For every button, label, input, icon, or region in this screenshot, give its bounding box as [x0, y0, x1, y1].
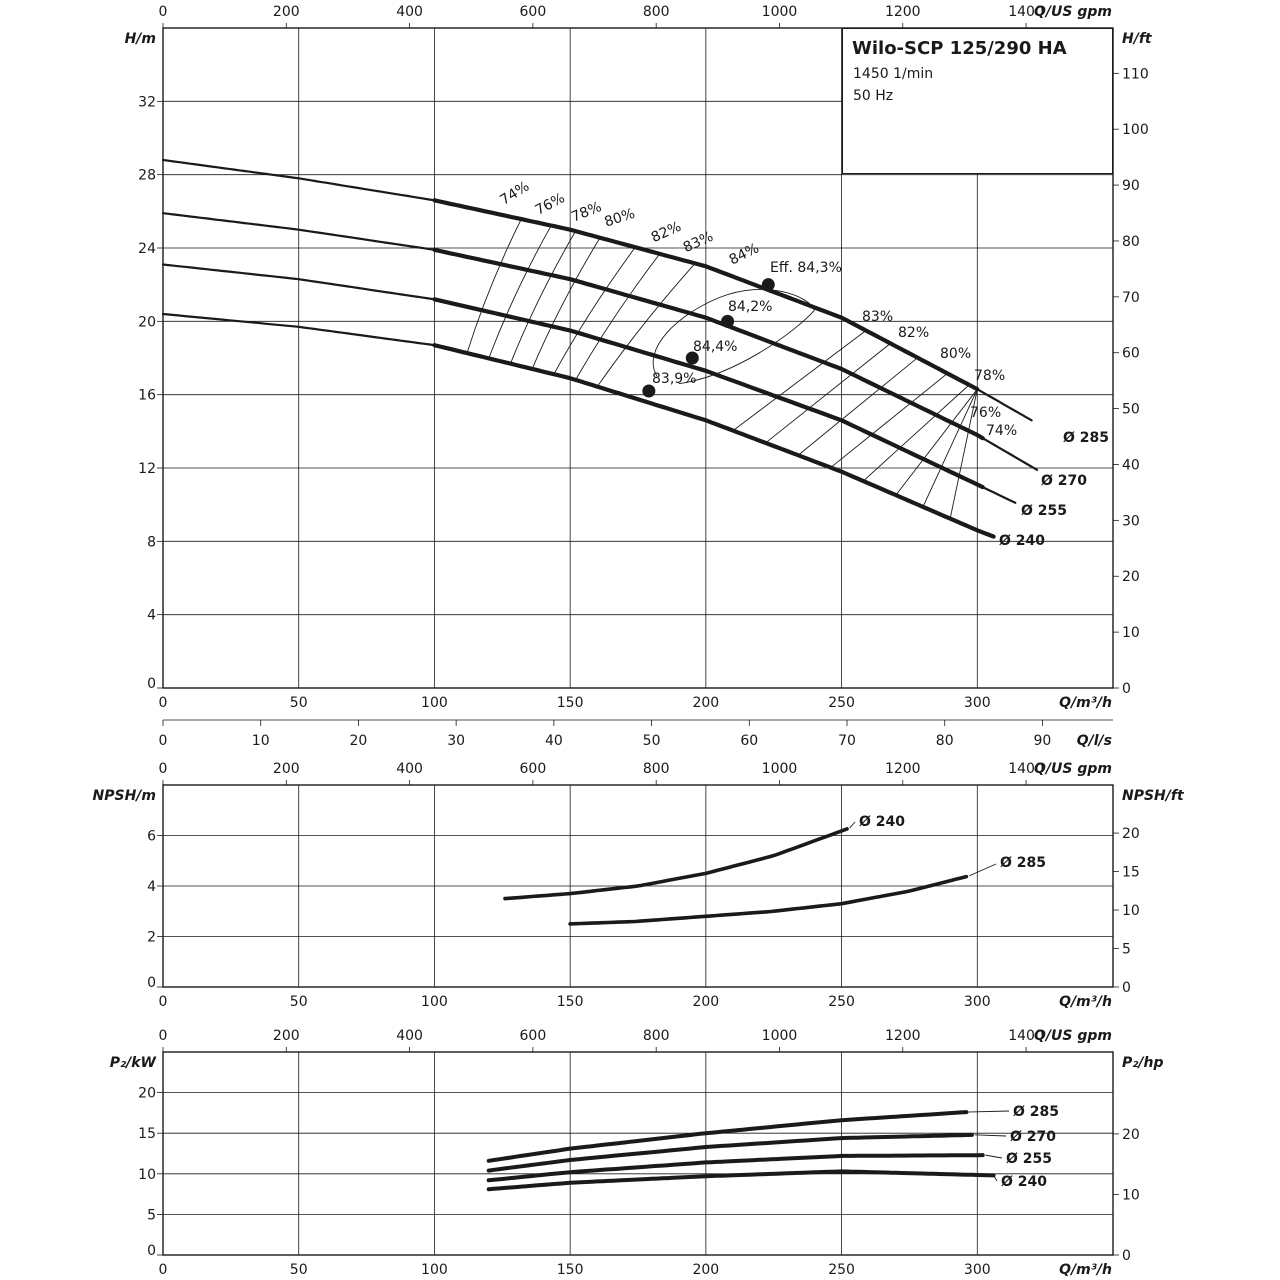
ls-axis-label: Q/l/s: [1076, 733, 1112, 749]
x-tick-label: 200: [692, 994, 720, 1010]
x-tick-label: 150: [556, 994, 584, 1010]
gpm-tick-label: 0: [158, 1028, 168, 1044]
y-tick-label: 0: [147, 1243, 156, 1259]
npsh-curve: [505, 829, 847, 899]
gpm-tick-label: 800: [642, 761, 670, 777]
y-tick-label: 20: [138, 314, 156, 331]
gpm-tick-label: 200: [272, 1028, 300, 1044]
x-axis-label: Q/m³/h: [1059, 994, 1112, 1010]
gpm-tick-label: 0: [158, 761, 168, 777]
y-tick-label: 6: [147, 828, 156, 845]
gpm-tick-label: 1400: [1008, 761, 1044, 777]
y-axis-label: NPSH/m: [92, 788, 156, 804]
secondary-tick-label: 15: [1122, 864, 1140, 881]
y-tick-label: 16: [138, 387, 156, 404]
power-leader: [985, 1155, 1002, 1158]
secondary-tick-label: 0: [1122, 681, 1131, 697]
x-tick-label: 250: [828, 1262, 855, 1278]
pump-title: Wilo-SCP 125/290 HA: [852, 38, 1067, 59]
y-tick-label: 5: [147, 1207, 156, 1224]
power-curve-label: Ø 255: [1006, 1151, 1052, 1167]
y-tick-label: 10: [138, 1166, 156, 1183]
ls-tick-label: 80: [935, 733, 954, 749]
gpm-tick-label: 800: [642, 4, 670, 20]
ls-tick-label: 0: [158, 733, 168, 749]
x-tick-label: 200: [692, 1262, 720, 1278]
gpm-tick-label: 800: [642, 1028, 670, 1044]
secondary-tick-label: 110: [1122, 66, 1149, 83]
gpm-axis-label: Q/US gpm: [1034, 1028, 1112, 1044]
power-leader: [975, 1135, 1006, 1136]
secondary-tick-label: 30: [1122, 513, 1140, 530]
bep-label: Eff. 84,3%: [770, 260, 842, 276]
gpm-tick-label: 0: [158, 4, 168, 20]
bep-label: 84,2%: [728, 299, 773, 315]
x-tick-label: 50: [289, 994, 308, 1010]
x-tick-label: 150: [556, 695, 584, 711]
x-axis-label: Q/m³/h: [1059, 695, 1112, 711]
y-tick-label: 2: [147, 929, 156, 946]
gpm-tick-label: 1200: [884, 761, 921, 777]
head-curve-label: Ø 285: [1063, 430, 1109, 446]
y-tick-label: 0: [147, 975, 156, 991]
y-tick-label: 24: [138, 241, 156, 257]
x-axis-label: Q/m³/h: [1059, 1262, 1112, 1278]
efficiency-label: 80%: [602, 205, 638, 231]
secondary-tick-label: 10: [1122, 1187, 1140, 1204]
ls-tick-label: 50: [642, 733, 661, 749]
x-tick-label: 250: [828, 994, 855, 1010]
efficiency-contour: [489, 226, 551, 359]
power-curve: [489, 1135, 972, 1171]
y-tick-label: 4: [147, 879, 156, 895]
secondary-tick-label: 10: [1122, 625, 1140, 642]
secondary-tick-label: 80: [1122, 233, 1140, 250]
efficiency-label: 78%: [974, 368, 1006, 384]
secondary-tick-label: 90: [1122, 178, 1140, 195]
secondary-tick-label: 0: [1122, 1248, 1131, 1264]
y-tick-label: 32: [138, 94, 156, 111]
efficiency-contours: [467, 219, 977, 518]
efficiency-label: 83%: [680, 228, 716, 256]
gpm-tick-label: 400: [396, 1028, 423, 1044]
gpm-tick-label: 400: [396, 4, 423, 20]
efficiency-label: 82%: [898, 325, 930, 341]
y-axis-label: P₂/kW: [109, 1055, 156, 1071]
ls-tick-label: 40: [544, 733, 563, 749]
npsh-curve-label: Ø 285: [1000, 855, 1046, 871]
efficiency-contour: [532, 238, 600, 369]
efficiency-contour: [554, 247, 635, 374]
head-curve-label: Ø 270: [1041, 473, 1087, 489]
pump-info-box: [842, 28, 1113, 174]
secondary-tick-label: 20: [1122, 569, 1140, 586]
pump-frequency: 50 Hz: [853, 88, 894, 104]
x-tick-label: 0: [158, 695, 168, 711]
pump-speed: 1450 1/min: [853, 66, 934, 82]
y-tick-label: 12: [138, 461, 156, 477]
secondary-tick-label: 20: [1122, 1126, 1140, 1143]
y-tick-label: 20: [138, 1085, 156, 1102]
secondary-tick-label: 100: [1122, 122, 1149, 139]
x-tick-label: 100: [421, 695, 448, 711]
x-tick-label: 250: [828, 695, 855, 711]
chart-labels: [93, 4, 1185, 1278]
secondary-tick-label: 0: [1122, 980, 1131, 996]
efficiency-label: 74%: [497, 178, 533, 209]
head-curve-label: Ø 255: [1021, 503, 1067, 519]
power-leader: [966, 1111, 1009, 1112]
ls-tick-label: 10: [251, 733, 270, 749]
secondary-tick-label: 40: [1122, 457, 1140, 474]
chart-grid: [163, 28, 1113, 1255]
x-tick-label: 300: [963, 1262, 991, 1278]
x-tick-label: 50: [289, 695, 308, 711]
power-curve-label: Ø 270: [1010, 1129, 1056, 1145]
bep-dot: [762, 278, 775, 291]
npsh-curve: [570, 877, 966, 924]
efficiency-contour: [863, 385, 969, 481]
x-tick-label: 150: [556, 1262, 584, 1278]
secondary-tick-label: 5: [1122, 941, 1131, 958]
gpm-tick-label: 200: [272, 761, 300, 777]
bep-label: 84,4%: [693, 339, 738, 355]
ls-tick-label: 20: [349, 733, 368, 749]
x-tick-label: 100: [421, 1262, 448, 1278]
secondary-axis-label: NPSH/ft: [1122, 788, 1184, 804]
gpm-tick-label: 600: [519, 1028, 547, 1044]
x-tick-label: 0: [158, 994, 168, 1010]
efficiency-label: 76%: [532, 190, 568, 219]
gpm-tick-label: 1000: [761, 761, 798, 777]
bep-label: 83,9%: [652, 371, 697, 387]
gpm-tick-label: 600: [519, 761, 547, 777]
gpm-axis-label: Q/US gpm: [1034, 4, 1112, 20]
y-tick-label: 0: [147, 676, 156, 692]
x-tick-label: 100: [421, 994, 448, 1010]
secondary-tick-label: 60: [1122, 345, 1140, 362]
gpm-tick-label: 200: [272, 4, 300, 20]
secondary-axis-label: H/ft: [1122, 31, 1152, 47]
npsh-curve-label: Ø 240: [859, 814, 905, 830]
secondary-tick-label: 70: [1122, 289, 1140, 306]
efficiency-label: 74%: [986, 423, 1018, 439]
ls-tick-label: 90: [1033, 733, 1052, 749]
gpm-tick-label: 1000: [761, 1028, 798, 1044]
head-curve-thin: [163, 314, 994, 537]
x-tick-label: 300: [963, 994, 991, 1010]
efficiency-contour: [798, 358, 917, 456]
ls-tick-label: 60: [740, 733, 759, 749]
x-tick-label: 50: [289, 1262, 308, 1278]
x-tick-label: 200: [692, 695, 720, 711]
efficiency-label: 84%: [726, 240, 762, 269]
ls-tick-label: 30: [447, 733, 466, 749]
secondary-tick-label: 10: [1122, 903, 1140, 920]
gpm-tick-label: 1400: [1008, 4, 1044, 20]
gpm-tick-label: 1200: [884, 4, 921, 20]
power-curve-label: Ø 240: [1001, 1174, 1047, 1190]
gpm-tick-label: 400: [396, 761, 423, 777]
gpm-axis-label: Q/US gpm: [1034, 761, 1112, 777]
efficiency-label: 82%: [648, 218, 684, 246]
gpm-tick-label: 600: [519, 4, 547, 20]
npsh-leader: [969, 864, 996, 876]
efficiency-label: 83%: [862, 309, 894, 325]
npsh-leader: [850, 822, 855, 828]
efficiency-contour: [597, 263, 695, 386]
y-axis-label: H/m: [124, 31, 156, 47]
x-tick-label: 0: [158, 1262, 168, 1278]
ls-tick-label: 70: [838, 733, 856, 749]
gpm-tick-label: 1400: [1008, 1028, 1044, 1044]
gpm-tick-label: 1000: [761, 4, 798, 20]
efficiency-contour: [467, 219, 521, 353]
bep-dot: [721, 315, 734, 328]
y-tick-label: 28: [138, 167, 156, 184]
efficiency-label: 80%: [940, 346, 972, 362]
efficiency-contour: [766, 343, 891, 443]
efficiency-label: 76%: [970, 405, 1002, 421]
y-tick-label: 4: [147, 607, 156, 624]
secondary-tick-label: 20: [1122, 826, 1140, 843]
y-tick-label: 15: [138, 1126, 156, 1143]
chart-frames: [157, 23, 1119, 1255]
power-curve-label: Ø 285: [1013, 1104, 1059, 1120]
gpm-tick-label: 1200: [884, 1028, 921, 1044]
y-tick-label: 8: [147, 534, 156, 551]
head-curve-label: Ø 240: [999, 533, 1045, 549]
secondary-tick-label: 50: [1122, 401, 1140, 418]
x-tick-label: 300: [963, 695, 991, 711]
efficiency-label: 78%: [569, 199, 604, 226]
secondary-axis-label: P₂/hp: [1122, 1055, 1164, 1071]
